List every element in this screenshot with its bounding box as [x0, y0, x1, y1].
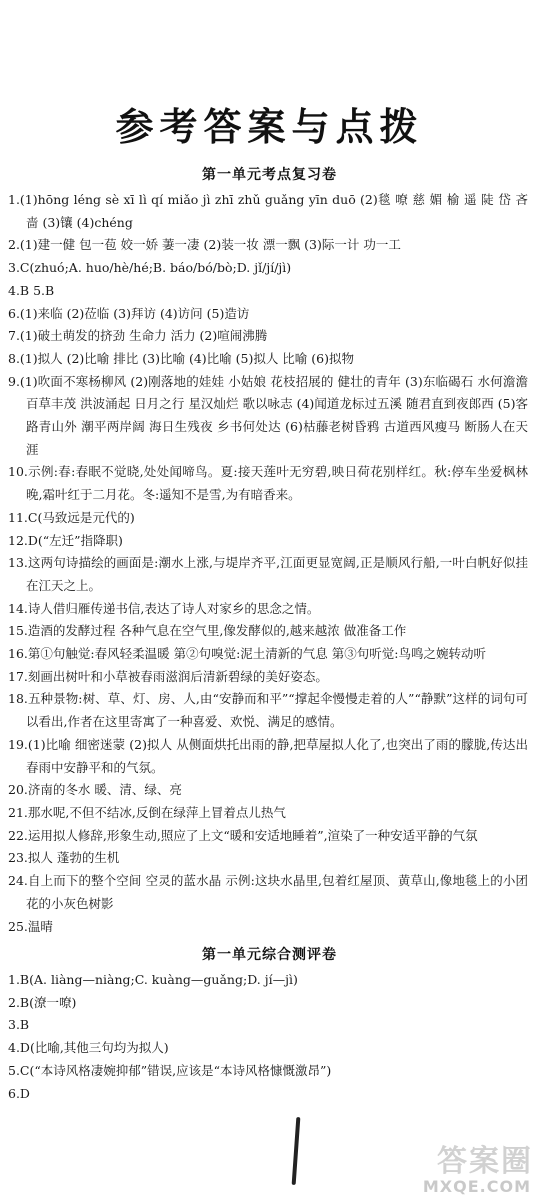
answer-item: 12.D(“左迁”指降职): [8, 532, 123, 548]
section-heading-assessment: 第一单元综合测评卷: [202, 947, 337, 963]
answer-item: 6.(1)来临 (2)莅临 (3)拜访 (4)访问 (5)造访: [8, 305, 250, 321]
answer-item: 25.温晴: [8, 918, 53, 934]
answer-list-assessment: [8, 969, 528, 1105]
answer-item: 4.D(比喻,其他三句均为拟人): [8, 1040, 169, 1056]
answer-item: 13.这两句诗描绘的画面是:潮水上涨,与堤岸齐平,江面更显宽阔,正是顺风行船,一叶白帆好似挂在江天之上。: [8, 555, 528, 593]
answer-item: 17.刻画出树叶和小草被春雨滋润后清新碧绿的美好姿态。: [8, 668, 328, 684]
answer-item: 21.那水呢,不但不结冰,反倒在绿萍上冒着点儿热气: [8, 804, 286, 820]
answer-item: 18.五种景物:树、草、灯、房、人,由“安静而和平”“撑起伞慢慢走着的人”“静默”这样的词句可以看出,作者在这里寄寓了一种喜爱、欢悦、满足的感情。: [8, 691, 528, 730]
answer-list-review: [8, 189, 528, 938]
answer-item: 1.(1)hōng léng sè xī lì qí miǎo jì zhī zhǔ guǎng yīn duō (2)毯 嘹 慈 媚 榆 遥 陡 岱 吝 啬 (3)镶 (4)chéng: [8, 192, 528, 230]
answer-item: 10.示例:春:春眠不觉晓,处处闻啼鸟。夏:接天莲叶无穷碧,映日荷花别样红。秋:停车坐爱枫林晚,霜叶红于二月花。冬:遥知不是雪,为有暗香来。: [8, 464, 528, 503]
answer-item: 23.拟人 蓬勃的生机: [8, 850, 120, 866]
watermark-text: 答案圈: [437, 1144, 533, 1179]
answer-item: 2.B(潦一嘹): [8, 994, 77, 1010]
answer-item: 8.(1)拟人 (2)比喻 排比 (3)比喻 (4)比喻 (5)拟人 比喻 (6)拟物: [8, 350, 354, 366]
answer-item: 22.运用拟人修辞,形象生动,照应了上文“暖和安适地睡着”,渲染了一种安适平静的气氛: [8, 827, 478, 843]
answer-item: 3.B: [8, 1017, 30, 1033]
watermark-url: MXQE.COM: [422, 1177, 531, 1196]
answer-item: 6.D: [8, 1085, 30, 1101]
answer-item: 14.诗人借归雁传递书信,表达了诗人对家乡的思念之情。: [8, 600, 320, 616]
answer-item: 2.(1)建一健 包一苞 姣一娇 萋一凄 (2)装一妆 漂一飘 (3)际一计 功一工: [8, 237, 401, 253]
watermark-logo: [415, 1136, 535, 1196]
answer-item: 11.C(马致远是元代的): [8, 509, 135, 525]
answer-item: 9.(1)吹面不寒杨柳风 (2)刚落地的娃娃 小姑娘 花枝招展的 健壮的青年 (3)东临碣石 水何澹澹 百草丰茂 洪波涌起 日月之行 星汉灿烂 歌以咏志 (4)闻道龙标过五溪 随君直到夜郎西 (5)客路青山外 潮平两岸阔 海日生残夜 乡书何处达 (6)枯藤老树昏鸦 古道西风瘦马 断肠人在天涯: [8, 373, 528, 457]
pen-stroke-mark: [292, 1117, 301, 1185]
section-heading-review: 第一单元考点复习卷: [202, 167, 337, 183]
answer-item: 19.(1)比喻 细密迷蒙 (2)拟人 从侧面烘托出雨的静,把草屋拟人化了,也突出了雨的朦胧,传达出春雨中安静平和的气氛。: [8, 736, 528, 775]
page-title: 参考答案与点拨: [115, 105, 424, 149]
answer-item: 15.造酒的发酵过程 各种气息在空气里,像发酵似的,越来越浓 做准备工作: [8, 623, 407, 639]
answer-item: 5.C(“本诗风格凄婉抑郁”错误,应该是“本诗风格慷慨激昂”): [8, 1062, 332, 1078]
answer-item: 3.C(zhuó;A. huo/hè/hé;B. báo/bó/bò;D. jǐ/jí/jì): [8, 260, 292, 276]
answer-item: 4.B 5.B: [8, 282, 55, 298]
answer-item: 16.第①句触觉:春风轻柔温暖 第②句嗅觉:泥土清新的气息 第③句听觉:鸟鸣之婉转动听: [8, 646, 486, 662]
answer-item: 20.济南的冬水 暖、清、绿、亮: [8, 782, 182, 798]
answer-item: 24.自上而下的整个空间 空灵的蓝水晶 示例:这块水晶里,包着红屋顶、黄草山,像地毯上的小团花的小灰色树影: [8, 873, 528, 911]
answer-item: 7.(1)破土萌发的挤劲 生命力 活力 (2)喧闹沸腾: [8, 328, 268, 344]
answer-item: 1.B(A. liàng—niàng;C. kuàng—guǎng;D. jí—jì): [8, 972, 298, 987]
